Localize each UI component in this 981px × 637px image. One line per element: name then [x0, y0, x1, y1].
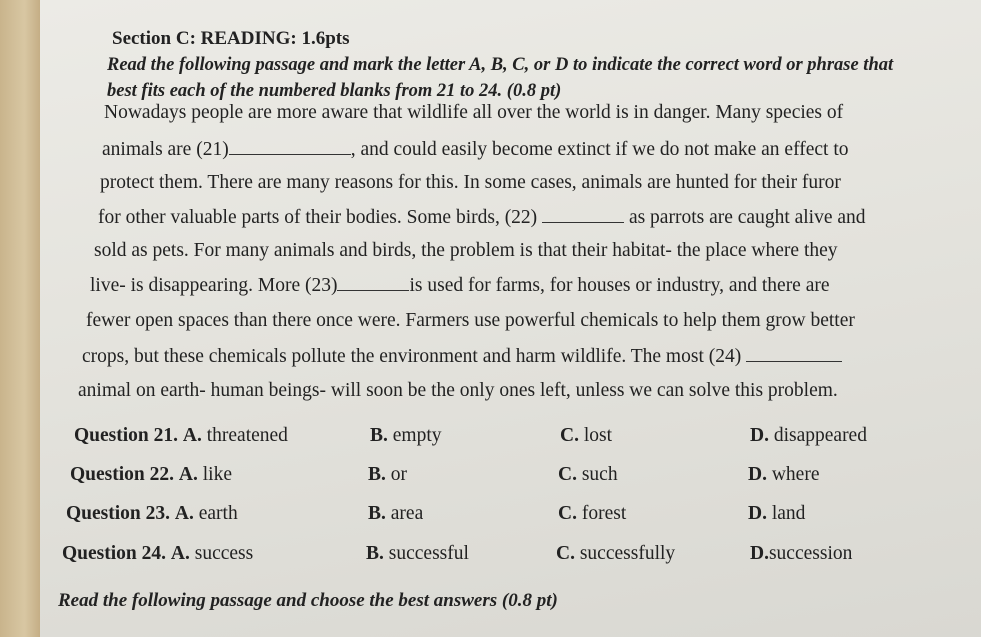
blank-22	[542, 206, 624, 223]
option-c[interactable]: lost	[583, 425, 613, 446]
option-d[interactable]: succession	[768, 543, 853, 564]
option-d[interactable]: land	[771, 503, 806, 524]
option-a[interactable]: like	[202, 464, 232, 485]
option-b[interactable]: area	[390, 503, 424, 524]
option-c[interactable]: forest	[581, 503, 627, 524]
passage-line-8	[82, 345, 842, 368]
next-section-instruction: Read the following passage and choose the best answers (0.8 pt)	[58, 590, 558, 611]
option-b[interactable]: successful	[388, 543, 469, 564]
passage-line-6	[90, 274, 830, 297]
section-instruction: Read the following passage and mark the letter A, B, C, or D to indicate the correct word or phrase that best fits each of the numbered blanks from 21 to 24. (0.8 pt)	[107, 55, 894, 101]
passage-text: , and could easily become extinct if we do not make an effect to	[350, 139, 849, 160]
passage-line-2	[102, 138, 849, 161]
passage-text: live- is disappearing. More (23)	[90, 275, 338, 296]
blank-21	[229, 138, 351, 155]
option-d[interactable]: where	[771, 464, 820, 485]
option-a[interactable]: earth	[198, 503, 238, 524]
option-a[interactable]: success	[194, 543, 254, 564]
question-label: Question 24.	[62, 543, 167, 564]
passage-line-7: fewer open spaces than there once were. Farmers use powerful chemicals to help them grow better	[86, 310, 855, 331]
question-24: Question 24. A. success B. successful C. successfully D.succession	[62, 543, 853, 564]
option-c[interactable]: such	[581, 464, 618, 485]
option-a[interactable]: threatened	[206, 425, 288, 446]
option-d[interactable]: disappeared	[773, 425, 867, 446]
blank-24	[746, 345, 842, 362]
passage-line-5: sold as pets. For many animals and birds, the problem is that their habitat- the place where they	[94, 240, 838, 261]
question-label: Question 23.	[66, 503, 171, 524]
passage-text: is used for farms, for houses or industry, and there are	[409, 275, 830, 296]
passage-line-9: animal on earth- human beings- will soon be the only ones left, unless we can solve this problem.	[78, 380, 838, 401]
section-title: Section C: READING: 1.6pts	[112, 28, 350, 49]
question-label: Question 21.	[74, 425, 179, 446]
passage-text: for other valuable parts of their bodies. Some birds, (22)	[98, 207, 538, 228]
passage-line-3: protect them. There are many reasons for this. In some cases, animals are hunted for their furor	[100, 172, 841, 193]
passage-text: crops, but these chemicals pollute the environment and harm wildlife. The most (24)	[82, 346, 742, 367]
blank-23	[337, 274, 409, 291]
option-b[interactable]: or	[390, 464, 408, 485]
option-b[interactable]: empty	[392, 425, 442, 446]
question-21: Question 21. A. threatened B. empty C. lost D. disappeared	[74, 425, 867, 446]
question-label: Question 22.	[70, 464, 175, 485]
question-23: Question 23. A. earth B. area C. forest D. land	[66, 503, 806, 524]
passage-text: as parrots are caught alive and	[628, 207, 866, 228]
passage-text: animals are (21)	[102, 139, 229, 160]
question-22: Question 22. A. like B. or C. such D. where	[70, 464, 820, 485]
passage-line-1: Nowadays people are more aware that wildlife all over the world is in danger. Many species of	[104, 102, 844, 123]
option-c[interactable]: successfully	[579, 543, 676, 564]
passage-line-4	[98, 206, 866, 229]
